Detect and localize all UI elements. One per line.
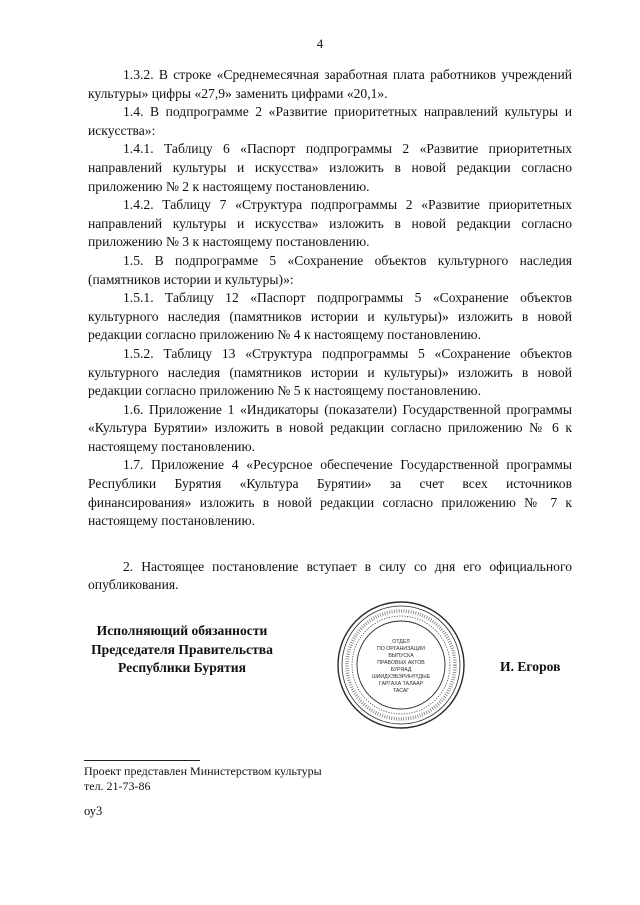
document-code: оу3 [84,804,103,818]
paragraph-1-5-2: 1.5.2. Таблицу 13 «Структура подпрограммы 5 «Сохранение объектов культурного наследия (памятников истории и культуры)» изложить в новой редакции согласно приложению № 5 к настоящему постановлению. [88,345,572,399]
paragraph-1-6: 1.6. Приложение 1 «Индикаторы (показатели) Государственной программы «Культура Бурятии» изложить в новой редакции согласно приложению № 6 к настоящему постановлению. [88,401,572,454]
signatory-line-3: Республики Бурятия [117,660,246,676]
seal-text-line: БУРЯАД [390,667,412,673]
signatory-title [82,622,282,678]
footer-divider [84,760,200,761]
paragraph-1-7: 1.7. Приложение 4 «Ресурсное обеспечение Государственной программы Республики Бурятия «Культура Бурятии» за счет всех источников финансирования» изложить в новой редакции согласно приложению № 7 к настоящему постановлению. [88,457,572,529]
seal-text-line: ШИИДХЭБЭРИНҮҮДЫЕ [371,674,431,680]
document-body [88,66,572,595]
seal-text-line: ОТДЕЛ [392,639,410,645]
footer-note [84,764,322,794]
paragraph-1-5: 1.5. В подпрограмме 5 «Сохранение объектов культурного наследия (памятников истории и культуры)»: [88,252,572,287]
signatory-name: И. Егоров [500,659,561,674]
closing-paragraph: 2. Настоящее постановление вступает в силу со дня его официального опубликования. [88,558,572,593]
paragraph-1-4-2: 1.4.2. Таблицу 7 «Структура подпрограммы 2 «Развитие приоритетных направлений культуры и искусства» изложить в новой редакции согласно приложению № 3 к настоящему постановлению. [88,197,572,250]
paragraph-1-5-1: 1.5.1. Таблицу 12 «Паспорт подпрограммы 5 «Сохранение объектов культурного наследия (памятников истории и культуры)» изложить в новой редакции согласно приложению № 4 к настоящему постановлению. [88,290,572,343]
footer-line-2: тел. 21-73-86 [84,779,151,793]
signatory-line-1: Исполняющий обязанности [96,623,268,638]
seal-text-line: ПРАВОВЫХ АКТОВ [377,660,425,666]
paragraph-1-3-2: 1.3.2. В строке «Среднемесячная заработная плата работников учреждений культуры» цифры «27,9» заменить цифрами «20,1». [88,67,572,101]
seal-text-line: ГАРГАХА ТАЛААР [378,681,424,687]
page-number: 4 [316,36,324,51]
seal-text-line: ВЫПУСКА [388,653,414,659]
seal-text-line: ПО ОРГАНИЗАЦИИ [377,646,425,652]
paragraph-gap [88,531,572,558]
seal-text-line: ТАСАГ [392,688,410,694]
official-seal [336,600,466,730]
signatory-line-2: Председателя Правительства [91,641,273,657]
paragraph-1-4: 1.4. В подпрограмме 2 «Развитие приоритетных направлений культуры и искусства»: [88,104,572,138]
paragraph-1-4-1: 1.4.1. Таблицу 6 «Паспорт подпрограммы 2 «Развитие приоритетных направлений культуры и искусства» изложить в новой редакции согласно приложению № 2 к настоящему постановлению. [88,141,572,194]
footer-line-1: Проект представлен Министерством культуры [84,764,322,778]
